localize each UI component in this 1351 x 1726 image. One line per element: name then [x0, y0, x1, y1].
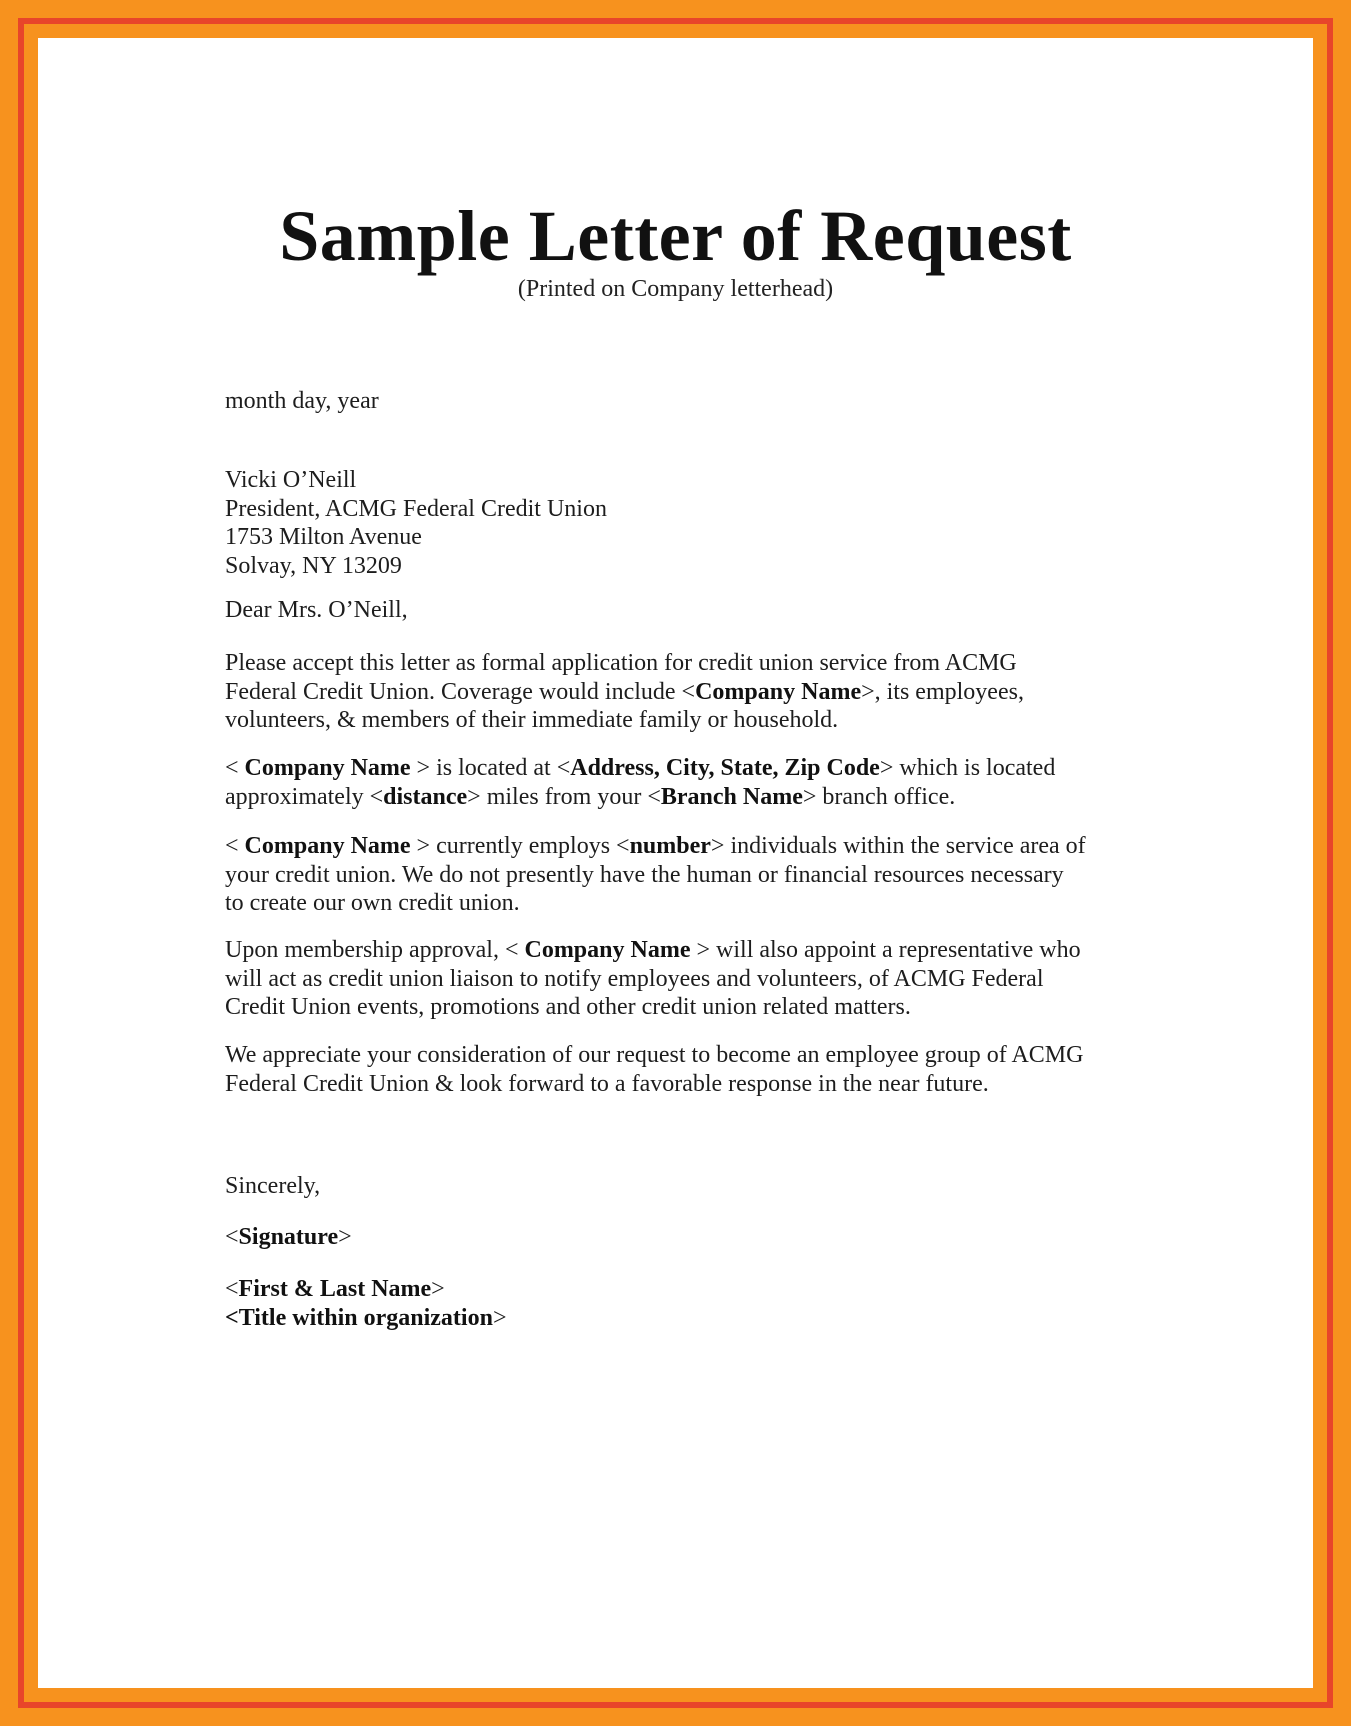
text-segment: > branch office.: [802, 783, 956, 810]
text-segment: Upon membership approval, <: [225, 937, 525, 963]
placeholder-branch-name: Branch Name: [660, 783, 803, 810]
paragraph-3-line-1: [225, 832, 1185, 861]
paragraph-2-line-2: [225, 783, 1185, 812]
paragraph-3-line-3: to create our own credit union.: [225, 890, 520, 917]
placeholder-company-name: Company Name: [524, 937, 691, 963]
paragraph-2: [225, 754, 1185, 811]
paragraph-5-line-2: Federal Credit Union & look forward to a favorable response in the near future.: [225, 1070, 989, 1097]
paragraph-4-line-3: Credit Union events, promotions and other credit union related matters.: [225, 994, 911, 1021]
text-segment: <: [225, 1224, 239, 1250]
sender-name-placeholder: [225, 1275, 1185, 1304]
sender-block: [225, 1275, 1185, 1332]
salutation: Dear Mrs. O’Neill,: [225, 597, 408, 623]
text-segment: > miles from your <: [467, 783, 661, 810]
text-segment: <: [225, 755, 245, 781]
document-title: Sample Letter of Request: [279, 196, 1072, 276]
sender-title-label: Title within organization: [238, 1304, 493, 1331]
text-segment: Federal Credit Union. Coverage would include <: [225, 678, 696, 705]
text-segment: <: [225, 1304, 239, 1331]
text-segment: approximately <: [225, 783, 384, 810]
text-segment: <: [225, 833, 245, 859]
placeholder-address: Address, City, State, Zip Code: [570, 755, 880, 781]
text-segment: > currently employs <: [410, 833, 630, 859]
text-segment: >: [431, 1276, 445, 1302]
document-subtitle: (Printed on Company letterhead): [517, 276, 834, 302]
recipient-name: Vicki O’Neill: [225, 467, 357, 493]
signature-placeholder: [225, 1223, 1185, 1252]
recipient-street: 1753 Milton Avenue: [225, 524, 422, 551]
placeholder-company-name: Company Name: [695, 678, 862, 705]
paragraph-2-line-1: [225, 754, 1185, 783]
paragraph-4: [225, 936, 1185, 1022]
sender-name-label: First & Last Name: [238, 1276, 432, 1302]
text-segment: > individuals within the service area of: [710, 833, 1086, 859]
paragraph-4-line-1: [225, 936, 1185, 965]
signature-label: Signature: [238, 1224, 339, 1250]
text-segment: > will also appoint a representative who: [690, 937, 1081, 963]
paragraph-5-line-1: We appreciate your consideration of our request to become an employee group of ACMG: [225, 1042, 1084, 1068]
text-segment: >, its employees,: [861, 678, 1024, 705]
text-segment: > is located at <: [410, 755, 571, 781]
letter-page: [38, 38, 1313, 1688]
recipient-position: President, ACMG Federal Credit Union: [225, 495, 607, 522]
paragraph-1-line-3: volunteers, & members of their immediate family or household.: [225, 707, 839, 734]
letter-date: month day, year: [225, 388, 379, 414]
placeholder-company-name: Company Name: [244, 833, 411, 859]
paragraph-3: [225, 832, 1185, 918]
text-segment: >: [338, 1224, 352, 1250]
paragraph-1-line-2: [225, 678, 1185, 707]
text-segment: >: [492, 1304, 507, 1331]
sender-title-placeholder: [225, 1304, 1185, 1333]
text-segment: > which is located: [879, 755, 1056, 781]
placeholder-number: number: [629, 833, 711, 859]
paragraph-5: [225, 1041, 1185, 1098]
recipient-city-state-zip: Solvay, NY 13209: [225, 552, 402, 579]
placeholder-distance: distance: [383, 783, 468, 810]
text-segment: <: [225, 1276, 239, 1302]
placeholder-company-name: Company Name: [244, 755, 411, 781]
paragraph-1: [225, 649, 1185, 735]
paragraph-4-line-2: will act as credit union liaison to notify employees and volunteers, of ACMG Federal: [225, 965, 1044, 992]
closing: Sincerely,: [225, 1173, 321, 1199]
paragraph-3-line-2: your credit union. We do not presently have the human or financial resources necessary: [225, 861, 1064, 888]
paragraph-1-line-1: Please accept this letter as formal application for credit union service from ACMG: [225, 650, 1017, 676]
recipient-address-block: [225, 466, 1185, 580]
